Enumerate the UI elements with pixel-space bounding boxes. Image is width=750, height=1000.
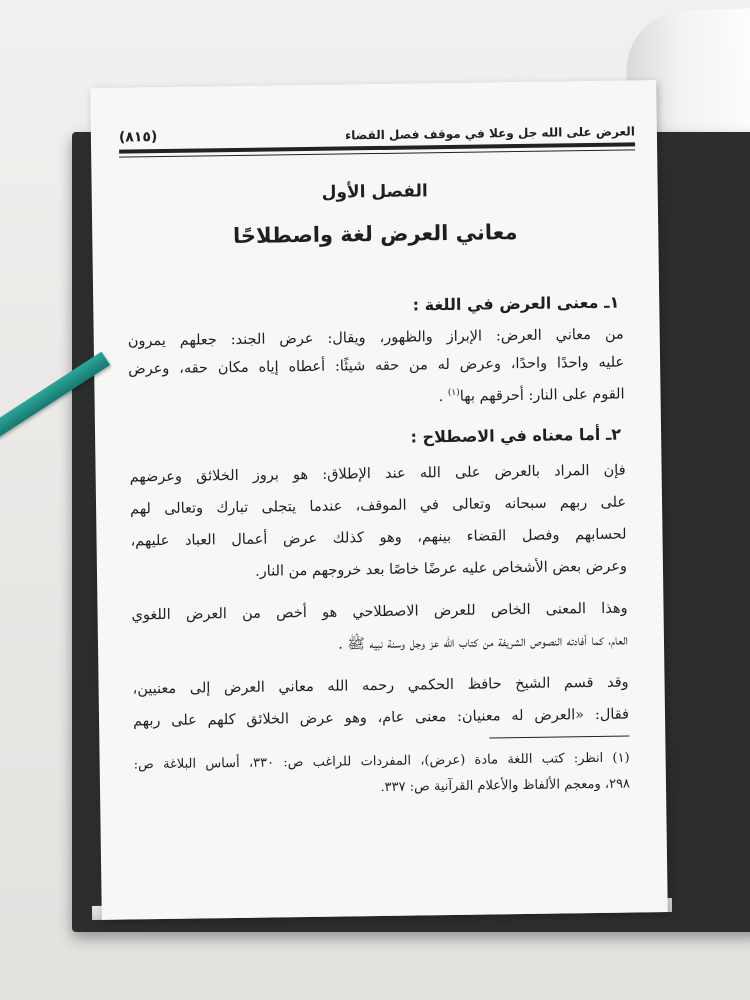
- paragraph-line: وعرض بعض الأشخاص عليه عرضًا خاصًا بعد خروجهم من النار.: [255, 558, 628, 580]
- paragraph-line: على ربهم سبحانه وتعالى في الموقف، عندما يتجلى تبارك وتعالى لهم: [129, 494, 627, 518]
- page-header: [119, 114, 635, 145]
- footnote-marker: (١): [447, 387, 460, 399]
- paragraph-line: فقال: «العرض له معنيان: معنى عام، وهو عرض الخلائق كلهم على ربهم: [132, 706, 630, 730]
- section-heading-language: ١ـ معنى العرض في اللغة :: [412, 292, 620, 315]
- paragraph-line: العام، كما أفادته النصوص الشريفة من كتاب الله عز وجل وسنة نبيه ﷺ .: [338, 632, 629, 653]
- footnote-separator: [489, 736, 629, 739]
- paragraph-line: من معاني العرض: الإبراز والظهور، ويقال: عرض الجند: جعلهم يمرون: [127, 326, 624, 350]
- footnote-line: ٢٩٨، ومعجم الألفاظ والأعلام القرآنية ص: ٣٣٧.: [380, 776, 631, 796]
- paragraph-line: لحسابهم وفصل القضاء بينهم، وهو كذلك عرض أعمال العباد عليهم،: [130, 526, 627, 550]
- running-head: العرض على الله جل وعلا في موقف فصل القضاء: [345, 124, 635, 143]
- section-heading-terminology: ٢ـ أما معناه في الاصطلاح :: [410, 424, 622, 447]
- paragraph-line: فإن المراد بالعرض على الله عند الإطلاق: هو بروز الخلائق وعرضهم: [129, 462, 626, 486]
- paragraph-line: وهذا المعنى الخاص للعرض الاصطلاحي هو أخص من العرض اللغوي: [131, 600, 628, 624]
- book-page: [90, 80, 668, 920]
- paragraph-line: عليه واحدًا واحدًا، وعرض له من حقه شيئًا: أعطاه إياه مكان حقه، وعرض: [128, 354, 625, 378]
- chapter-title: معاني العرض لغة واصطلاحًا: [232, 220, 518, 249]
- paragraph-line: وقد قسم الشيخ حافظ الحكمي رحمه الله معاني العرض إلى معنيين،: [132, 674, 629, 698]
- page-number: (٨١٥): [118, 129, 158, 146]
- paragraph-line: القوم على النار: أحرقهم بها$^{(١)}$ .: [438, 386, 625, 405]
- footnote-line: (١) انظر: كتب اللغة مادة (عرض)، المفردات للراغب ص: ٣٣٠، أساس البلاغة ص:: [133, 750, 630, 773]
- chapter-label: الفصل الأول: [321, 181, 428, 203]
